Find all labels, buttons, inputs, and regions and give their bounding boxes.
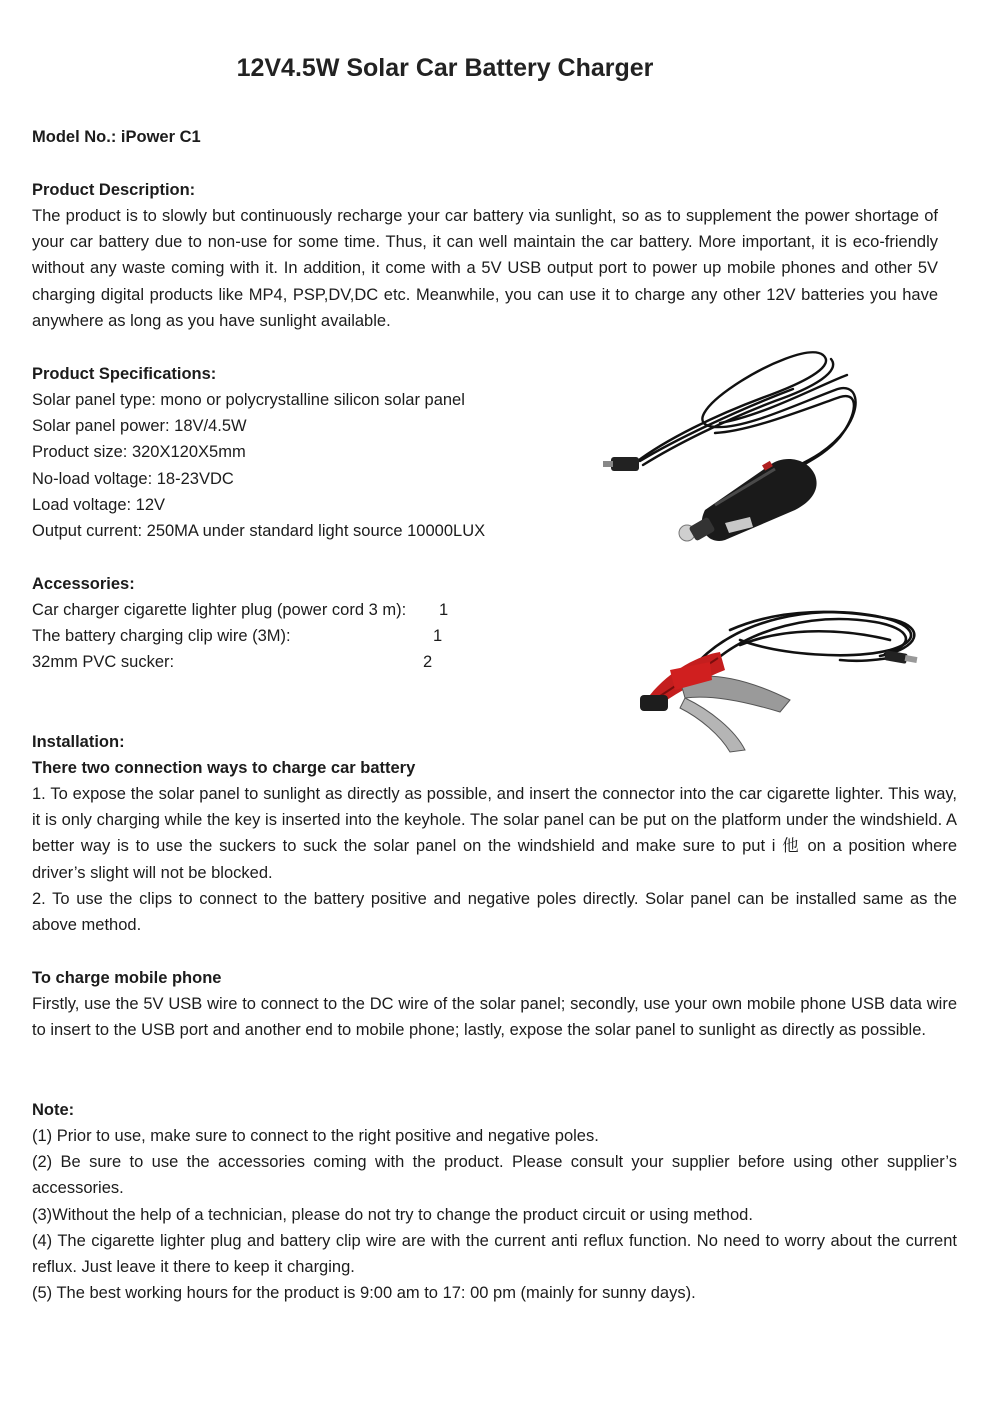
note-item: (5) The best working hours for the product is 9:00 am to 17: 00 pm (mainly for sunny days). (32, 1284, 696, 1303)
accessory-name: 32mm PVC sucker: (32, 653, 175, 671)
installation-subheading: There two connection ways to charge car battery (32, 759, 416, 777)
note-item: (2) Be sure to use the accessories coming with the product. Please consult your supplier before using other supplier’s accessories. (32, 1153, 957, 1198)
installation-step: 2. To use the clips to connect to the battery positive and negative poles directly. Solar panel can be installed same as the above method. (32, 890, 957, 935)
accessory-name: Car charger cigarette lighter plug (power cord 3 m): (32, 601, 407, 619)
spec-item: Product size: 320X120X5mm (32, 443, 246, 462)
mobile-text: Firstly, use the 5V USB wire to connect to the DC wire of the solar panel; secondly, use your own mobile phone USB data wire to insert to the USB port and another end to mobile phone; lastly, expose the solar panel to sunlight as directly as possible. (32, 995, 957, 1040)
note-heading: Note: (32, 1101, 75, 1119)
accessory-qty: 1 (433, 627, 443, 645)
spec-item: No-load voltage: 18-23VDC (32, 469, 234, 488)
accessory-qty: 2 (423, 653, 433, 671)
model-number: Model No.: iPower C1 (32, 128, 201, 146)
specifications-list (32, 387, 485, 544)
note-item: (3)Without the help of a technician, please do not try to change the product circuit or using method. (32, 1205, 753, 1224)
battery-clip-wire-image (640, 600, 930, 760)
spec-item: Load voltage: 12V (32, 495, 166, 514)
accessories-heading: Accessories: (32, 575, 135, 593)
installation-step: 1. To expose the solar panel to sunlight as directly as possible, and insert the connector into the car cigarette lighter. This way, it is only charging while the key is inserted into the keyhole. The solar panel can be put on the platform under the windshield. A better way is to use the suckers to suck the solar panel on the windshield and make sure to put i 他 on a position where driver’s slight will not be blocked. (32, 785, 957, 882)
note-item: (1) Prior to use, make sure to connect to the right positive and negative poles. (32, 1127, 599, 1145)
accessories-list (32, 597, 452, 675)
spec-item: Solar panel power: 18V/4.5W (32, 417, 247, 436)
spec-item: Solar panel type: mono or polycrystalline silicon solar panel (32, 391, 465, 409)
specifications-heading: Product Specifications: (32, 365, 217, 383)
note-list (32, 1123, 957, 1306)
description-heading: Product Description: (32, 181, 196, 199)
document-title: 12V4.5W Solar Car Battery Charger (236, 54, 654, 82)
installation-heading: Installation: (32, 733, 125, 751)
accessory-item (32, 649, 452, 675)
car-charger-plug-image (595, 345, 870, 550)
accessory-item (32, 597, 452, 623)
note-item: (4) The cigarette lighter plug and battery clip wire are with the current anti reflux function. No need to worry about the current reflux. Just leave it there to keep it charging. (32, 1231, 957, 1277)
accessory-name: The battery charging clip wire (3M): (32, 627, 291, 645)
description-text: The product is to slowly but continuously recharge your car battery via sunlight, so as to supplement the power shortage of your car battery due to non-use for some time. Thus, it can well maintain the car battery. More important, it is eco-friendly without any waste coming with it. In addition, it come with a 5V USB output port to power up mobile phones and other 5V charging digital products like MP4, PSP,DV,DC etc. Meanwhile, you can use it to charge any other 12V batteries you have anywhere as long as you have sunlight available. (32, 207, 938, 330)
accessory-item (32, 623, 452, 649)
spec-item: Output current: 250MA under standard light source 10000LUX (32, 522, 486, 541)
mobile-heading: To charge mobile phone (32, 969, 222, 987)
accessory-qty: 1 (439, 601, 449, 619)
